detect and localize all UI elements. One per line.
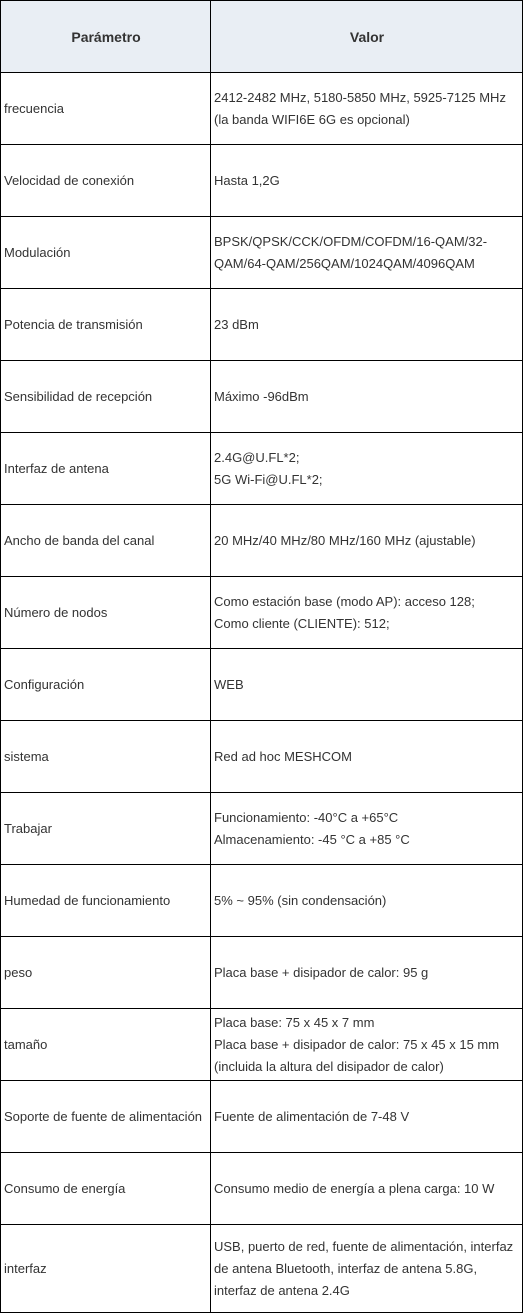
table-row <box>1 433 523 505</box>
value-cell: Máximo -96dBm <box>211 361 523 433</box>
table-row <box>1 937 523 1009</box>
column-header-parameter: Parámetro <box>1 1 211 73</box>
value-cell: Consumo medio de energía a plena carga: 10 W <box>211 1153 523 1225</box>
table-row <box>1 145 523 217</box>
value-cell: 5% ~ 95% (sin condensación) <box>211 865 523 937</box>
table-row <box>1 361 523 433</box>
table-row <box>1 505 523 577</box>
column-header-value: Valor <box>211 1 523 73</box>
param-cell: Ancho de banda del canal <box>1 505 211 577</box>
param-cell: Configuración <box>1 649 211 721</box>
value-line: 5G Wi-Fi@U.FL*2; <box>214 471 323 487</box>
table-row <box>1 1153 523 1225</box>
param-cell: Velocidad de conexión <box>1 145 211 217</box>
value-line: Placa base + disipador de calor: 75 x 45 x 15 mm (incluida la altura del disipador de calor) <box>214 1036 500 1074</box>
value-cell <box>211 433 523 505</box>
table-row <box>1 577 523 649</box>
param-cell: Humedad de funcionamiento <box>1 865 211 937</box>
table-row <box>1 649 523 721</box>
value-line: Como estación base (modo AP): acceso 128; <box>214 593 475 609</box>
value-cell: 20 MHz/40 MHz/80 MHz/160 MHz (ajustable) <box>211 505 523 577</box>
table-row <box>1 793 523 865</box>
param-cell: Interfaz de antena <box>1 433 211 505</box>
value-cell <box>211 793 523 865</box>
table-row <box>1 865 523 937</box>
value-cell: 23 dBm <box>211 289 523 361</box>
param-cell: Consumo de energía <box>1 1153 211 1225</box>
value-cell <box>211 577 523 649</box>
value-cell: Fuente de alimentación de 7-48 V <box>211 1081 523 1153</box>
value-line: Como cliente (CLIENTE): 512; <box>214 615 390 631</box>
table-row <box>1 289 523 361</box>
param-cell: tamaño <box>1 1009 211 1081</box>
table-row <box>1 1225 523 1313</box>
table-row <box>1 721 523 793</box>
value-cell: 2412-2482 MHz, 5180-5850 MHz, 5925-7125 MHz (la banda WIFI6E 6G es opcional) <box>211 73 523 145</box>
table-header-row <box>1 1 523 73</box>
table-row <box>1 217 523 289</box>
param-cell: sistema <box>1 721 211 793</box>
value-line: Almacenamiento: -45 °C a +85 °C <box>214 831 410 847</box>
value-cell: Placa base + disipador de calor: 95 g <box>211 937 523 1009</box>
value-cell <box>211 1009 523 1081</box>
param-cell: Sensibilidad de recepción <box>1 361 211 433</box>
param-cell: peso <box>1 937 211 1009</box>
value-cell: Red ad hoc MESHCOM <box>211 721 523 793</box>
param-cell: frecuencia <box>1 73 211 145</box>
table-row <box>1 73 523 145</box>
param-cell: Número de nodos <box>1 577 211 649</box>
value-line: Placa base: 75 x 45 x 7 mm <box>214 1014 375 1030</box>
value-cell: WEB <box>211 649 523 721</box>
param-cell: Soporte de fuente de alimentación <box>1 1081 211 1153</box>
value-cell: USB, puerto de red, fuente de alimentación, interfaz de antena Bluetooth, interfaz de antena 5.8G, interfaz de antena 2.4G <box>211 1225 523 1313</box>
table-row <box>1 1081 523 1153</box>
param-cell: Modulación <box>1 217 211 289</box>
value-cell: Hasta 1,2G <box>211 145 523 217</box>
param-cell: Potencia de transmisión <box>1 289 211 361</box>
value-line: Funcionamiento: -40°C a +65°C <box>214 809 399 825</box>
param-cell: interfaz <box>1 1225 211 1313</box>
table-row <box>1 1009 523 1081</box>
value-cell: BPSK/QPSK/CCK/OFDM/COFDM/16-QAM/32-QAM/64-QAM/256QAM/1024QAM/4096QAM <box>211 217 523 289</box>
param-cell: Trabajar <box>1 793 211 865</box>
value-line: 2.4G@U.FL*2; <box>214 449 300 465</box>
